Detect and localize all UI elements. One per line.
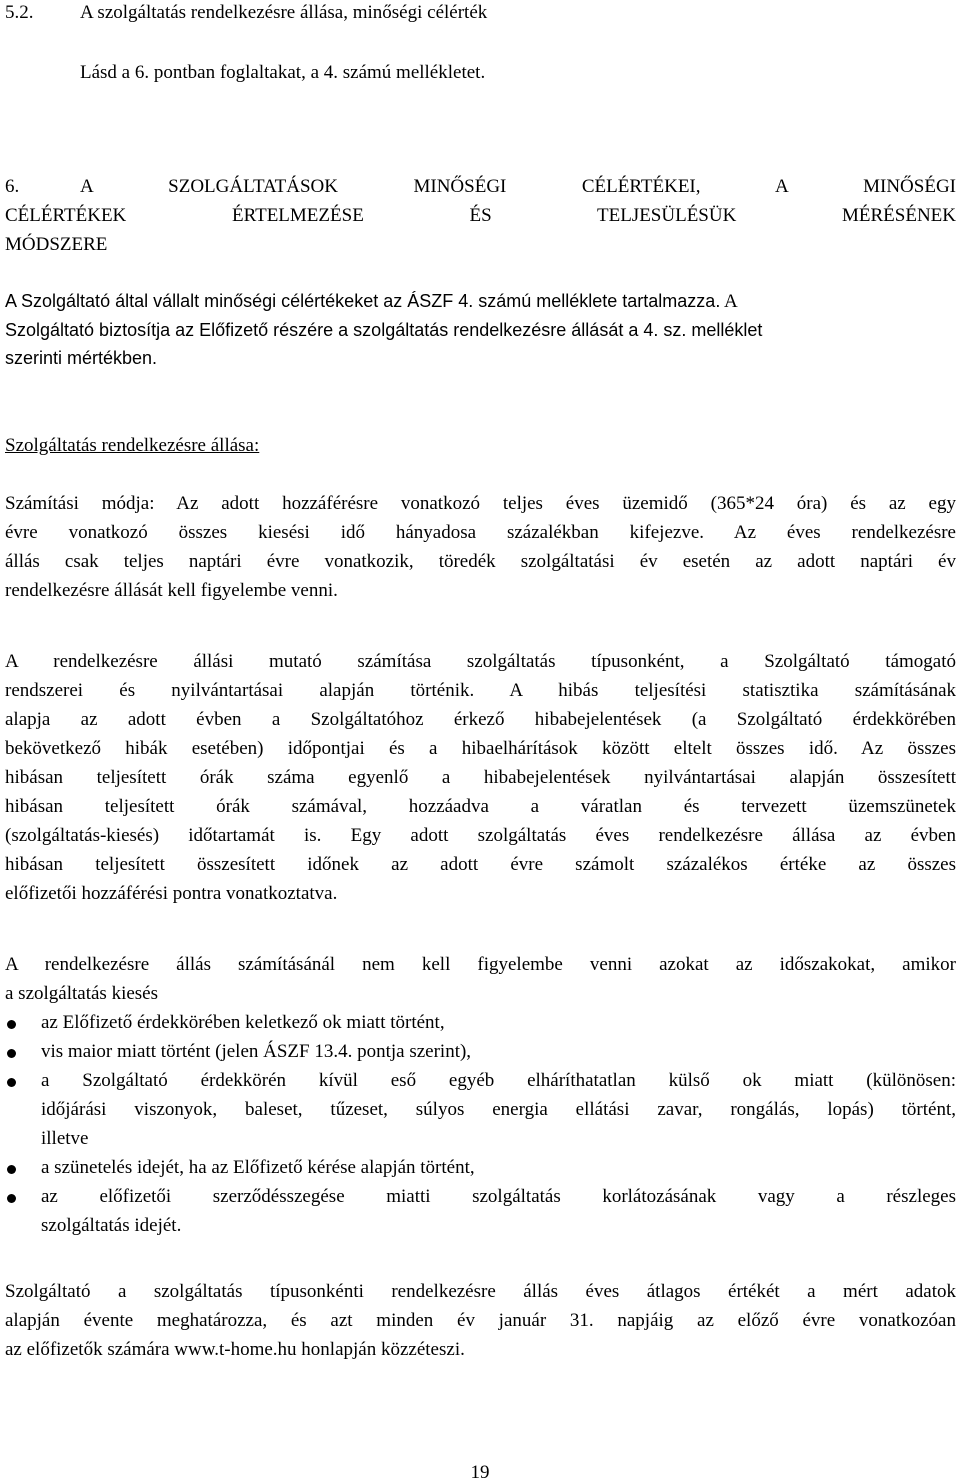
paragraph-line: alapja az adott évben a Szolgáltatóhoz érkező hibabejelentések (a Szolgáltató érdekkörében (5, 709, 956, 730)
bullet-icon (7, 1165, 16, 1174)
paragraph-line: bekövetkező hibák esetében) időpontjai és a hibaelhárítások között eltelt összes idő. Az összes (5, 738, 956, 759)
paragraph: Lásd a 6. pontban foglaltakat, a 4. számú mellékletet. (80, 62, 486, 83)
list-item: a Szolgáltató érdekkörén kívül eső egyéb elháríthatatlan külső ok miatt (különösen: (41, 1070, 956, 1091)
section-heading-6-line: A SZOLGÁLTATÁSOK MINŐSÉGI CÉLÉRTÉKEI, A MINŐSÉGI (80, 176, 956, 197)
list-item-continued: illetve (41, 1128, 89, 1149)
paragraph-line: rendszerei és nyilvántartásai alapján történik. A hibás teljesítési statisztika számításának (5, 680, 956, 701)
section-heading-6-line: MÓDSZERE (5, 234, 108, 255)
paragraph-line: Szolgáltató a szolgáltatás típusonkénti rendelkezésre állás éves átlagos értékét a mért adatok (5, 1281, 956, 1302)
section-number: 5.2. (5, 2, 34, 23)
text-run: A (720, 291, 738, 312)
list-item: az Előfizető érdekkörében keletkező ok miatt történt, (41, 1012, 445, 1033)
list-item: az előfizetői szerződésszegése miatti szolgáltatás korlátozásának vagy a részleges (41, 1186, 956, 1207)
paragraph-line: hibásan teljesített összesített időnek az adott évre számolt százalékos értéke az összes (5, 854, 956, 875)
paragraph-line: az előfizetők számára www.t-home.hu honlapján közzéteszi. (5, 1339, 465, 1360)
paragraph-line: Számítási módja: Az adott hozzáférésre vonatkozó teljes éves üzemidő (365*24 óra) és az egy (5, 493, 956, 514)
paragraph-line: Szolgáltató biztosítja az Előfizető részére a szolgáltatás rendelkezésre állását a 4. sz. melléklet (5, 320, 763, 340)
paragraph-line: állás csak teljes naptári évre vonatkozik, töredék szolgáltatási év esetén az adott naptári év (5, 551, 956, 572)
text-run: A Szolgáltató által vállalt minőségi célértékeket az ÁSZF 4. számú melléklete tartalmazza. (5, 291, 721, 311)
list-item-continued: szolgáltatás idejét. (41, 1215, 182, 1236)
section-title: A szolgáltatás rendelkezésre állása, minőségi célérték (80, 2, 488, 23)
paragraph-line: hibásan teljesített órák száma egyenlő a hibabejelentések nyilvántartásai alapján összesített (5, 767, 956, 788)
bullet-icon (7, 1078, 16, 1087)
list-item-continued: időjárási viszonyok, baleset, tűzeset, súlyos energia ellátási zavar, rongálás, lopás) történt, (41, 1099, 956, 1120)
paragraph-line: évre vonatkozó összes kiesési idő hányadosa százalékban kifejezve. Az éves rendelkezésre (5, 522, 956, 543)
paragraph-line: A rendelkezésre állás számításánál nem kell figyelembe venni azokat az időszakokat, amikor (5, 954, 956, 975)
paragraph-line: a szolgáltatás kiesés (5, 983, 159, 1004)
bullet-icon (7, 1194, 16, 1203)
paragraph-line: előfizetői hozzáférési pontra vonatkoztatva. (5, 883, 338, 904)
paragraph-line: A rendelkezésre állási mutató számítása szolgáltatás típusonként, a Szolgáltató támogató (5, 651, 956, 672)
paragraph-line: alapján évente meghatározza, és azt minden év január 31. napjáig az előző évre vonatkozóan (5, 1310, 956, 1331)
paragraph-line (5, 290, 738, 313)
section-heading-6-number: 6. (5, 176, 20, 197)
subheading: Szolgáltatás rendelkezésre állása: (5, 435, 260, 456)
list-item: vis maior miatt történt (jelen ÁSZF 13.4. pontja szerint), (41, 1041, 472, 1062)
section-heading-6-line: CÉLÉRTÉKEK ÉRTELMEZÉSE ÉS TELJESÜLÉSÜK MÉRÉSÉNEK (5, 205, 956, 226)
list-item: a szünetelés idejét, ha az Előfizető kérése alapján történt, (41, 1157, 475, 1178)
paragraph-line: (szolgáltatás-kiesés) időtartamát is. Egy adott szolgáltatás éves rendelkezésre állása az évben (5, 825, 956, 846)
bullet-icon (7, 1049, 16, 1058)
paragraph-line: rendelkezésre állását kell figyelembe venni. (5, 580, 338, 601)
paragraph-line: hibásan teljesített órák számával, hozzáadva a váratlan és tervezett üzemszünetek (5, 796, 956, 817)
paragraph-line: szerinti mértékben. (5, 348, 158, 368)
section-heading-5-2 (5, 2, 488, 24)
page-number: 19 (470, 1462, 490, 1483)
bullet-icon (7, 1020, 16, 1029)
